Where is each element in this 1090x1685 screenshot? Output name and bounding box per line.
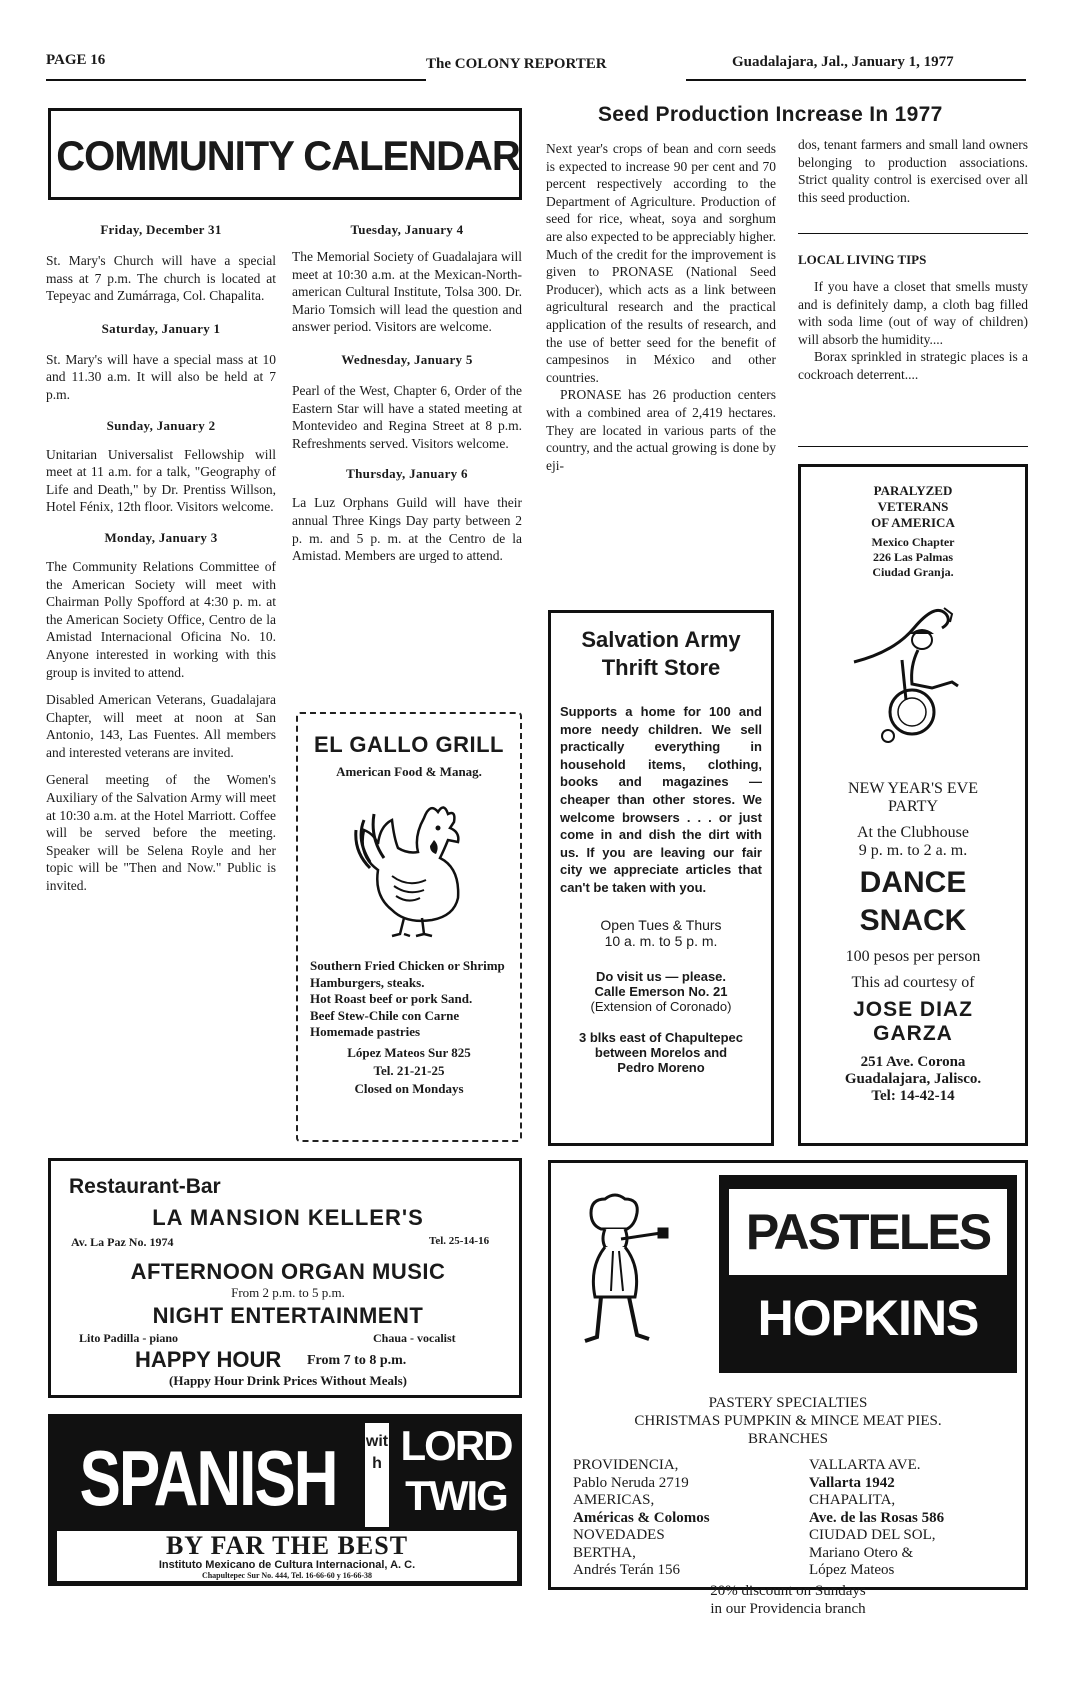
article-column-1	[546, 140, 776, 474]
menu-item: Hot Roast beef or pork Sand.	[310, 991, 473, 1006]
salvation-visit: (Extension of Coronado)	[590, 998, 732, 1014]
pva-chapter: Ciudad Granja.	[872, 565, 954, 579]
with-word: with	[365, 1433, 389, 1472]
branch-line: Andrés Terán 156	[573, 1562, 680, 1578]
branch-line: Vallarta 1942	[809, 1474, 895, 1491]
branch-line: López Mateos	[809, 1562, 895, 1578]
spanish-best: BY FAR THE BEST	[165, 1531, 409, 1560]
el-gallo-grill-ad	[296, 712, 522, 1142]
article-paragraph: dos, tenant farmers and small land owners belonging to production associations. Strict quality control is exercised over all this seed production.	[798, 137, 1028, 205]
article-column-2	[798, 136, 1028, 206]
paper-name: The COLONY REPORTER	[426, 56, 607, 72]
pasteles-word: PASTELES	[745, 1204, 991, 1260]
salvation-army-ad	[548, 610, 774, 1146]
branch-line: Américas & Colomos	[573, 1509, 710, 1526]
gallo-address: López Mateos Sur 825	[347, 1044, 471, 1060]
menu-item: Hamburgers, steaks.	[310, 974, 425, 990]
article-paragraph: Next year's crops of bean and corn seeds is expected to increase 90 per cent and 70 percent respectively according to the Department of Agriculture. Production of seed for rice, wheat, soya and sorghum are also expected to be appreciably higher. Much of the credit for the improvement is given to PRONASE (National Seed Producer), which acts as a link between agricultural research and the practical application of the results of research, and the use of better seed for the benefit of campesinos in México and other countries.	[546, 141, 776, 385]
spanish-ad	[48, 1414, 522, 1586]
calendar-date: Tuesday, January 4	[350, 222, 464, 237]
salvation-visit: Calle Emerson No. 21	[594, 983, 728, 999]
branch-line: CHAPALITA,	[809, 1492, 896, 1508]
happy-hour-note: (Happy Hour Drink Prices Without Meals)	[169, 1373, 407, 1388]
gallo-tel: Tel. 21-21-25	[373, 1062, 445, 1078]
salvation-hours: Open Tues & Thurs	[600, 916, 722, 933]
pva-chapter: Mexico Chapter	[871, 535, 955, 549]
la-mansion-ad	[48, 1158, 522, 1398]
salvation-title: Thrift Store	[601, 655, 721, 680]
page-number: PAGE 16	[46, 52, 106, 68]
pasteles-logo	[719, 1175, 1017, 1373]
lord-word: LORD	[400, 1422, 512, 1469]
branch-line: Mariano Otero &	[809, 1544, 914, 1561]
party-title: NEW YEAR'S EVE	[848, 780, 978, 797]
gallo-menu	[310, 958, 508, 1041]
wheelchair-icon	[848, 600, 978, 750]
branch-line: Pablo Neruda 2719	[573, 1474, 689, 1491]
lord-twig-box	[395, 1423, 517, 1527]
pastery-specialties: PASTERY SPECIALTIES	[708, 1395, 868, 1411]
calendar-column-left	[46, 222, 276, 895]
calendar-entry: Disabled American Veterans, Guadalajara Chapter, will meet at noon at San Antonio, 143, Las Fuentes. All members and interested veterans are invited.	[46, 692, 276, 760]
party-location: At the Clubhouse	[857, 824, 969, 841]
pva-chapter: 226 Las Palmas	[872, 550, 953, 564]
branch-line: CIUDAD DEL SOL,	[809, 1527, 936, 1543]
sponsor-address: 251 Ave. Corona	[860, 1054, 966, 1070]
night-entertainment: NIGHT ENTERTAINMENT	[152, 1303, 424, 1328]
branches-right	[809, 1457, 1019, 1580]
calendar-title-box	[48, 108, 522, 200]
salvation-directions: 3 blks east of Chapultepec	[579, 1029, 743, 1045]
calendar-date: Wednesday, January 5	[341, 351, 473, 367]
party-dance: DANCE	[859, 866, 967, 899]
salvation-body: Supports a home for 100 and more needy children. We sell practically everything in household items, clothing, books and magazines — cheaper than other stores. We welcome browsers . . . or just come in and dish the dirt with us. If you are leaving our fair city we appreciate articles that can't be taken with you.	[560, 704, 762, 895]
branch-line: Ave. de las Rosas 586	[809, 1509, 945, 1526]
pva-ad	[798, 464, 1028, 1146]
branches-left	[573, 1457, 793, 1580]
tips-title: LOCAL LIVING TIPS	[798, 252, 927, 267]
branch-line: VALLARTA AVE.	[809, 1457, 921, 1473]
baker-icon	[561, 1193, 681, 1353]
mansion-kind: Restaurant-Bar	[69, 1175, 221, 1198]
party-title: PARTY	[887, 798, 939, 815]
calendar-date: Thursday, January 6	[346, 466, 468, 482]
article-paragraph: PRONASE has 26 production centers with a combined area of 2,419 hectares. They are located in various parts of the country, and the actual growing is done by eji-	[546, 387, 776, 473]
party-courtesy: This ad courtesy of	[851, 974, 975, 991]
hopkins-word: HOPKINS	[757, 1290, 979, 1346]
article-headline: Seed Production Increase In 1977	[598, 103, 943, 126]
mansion-address: Av. La Paz No. 1974	[71, 1235, 174, 1249]
organ-music: AFTERNOON ORGAN MUSIC	[130, 1259, 446, 1284]
menu-item: Homemade pastries	[310, 1024, 421, 1039]
calendar-date: Saturday, January 1	[101, 320, 221, 336]
mansion-tel: Tel. 25-14-16	[429, 1235, 490, 1247]
calendar-entry: St. Mary's Church will have a special mass at 7 p.m. The church is located at Tepeyac and Zumárraga, Col. Chapalita.	[46, 253, 276, 304]
branch-line: NOVEDADES	[573, 1527, 665, 1543]
calendar-date: Monday, January 3	[104, 529, 218, 545]
gallo-closed: Closed on Mondays	[354, 1080, 464, 1096]
rooster-icon	[334, 790, 484, 940]
tips-rule-top	[798, 233, 1028, 234]
gallo-name: EL GALLO GRILL	[314, 732, 504, 757]
menu-item: Southern Fried Chicken or Shrimp	[310, 958, 505, 973]
pva-name: PARALYZED	[873, 483, 953, 498]
dateline: Guadalajara, Jal., January 1, 1977	[732, 54, 954, 70]
discount-text: in our Providencia branch	[710, 1601, 866, 1617]
tips-paragraph: If you have a closet that smells musty and is definitely damp, a cloth bag filled with soda lime (out of way of children) will absorb the humidity....	[798, 279, 1028, 347]
sponsor-name: JOSE DIAZ	[853, 998, 973, 1021]
institute-address: Chapultepec Sur No. 444, Tel. 16-66-60 y 16-66-38	[201, 1571, 373, 1580]
calendar-date: Sunday, January 2	[106, 417, 216, 433]
calendar-entry: La Luz Orphans Guild will have their annual Three Kings Day party between 2 p. m. and 5 p. m. at the Centro de la Amistad. Members are urged to attend.	[292, 495, 522, 564]
branch-line: AMERICAS,	[573, 1492, 655, 1508]
branches-title: BRANCHES	[747, 1431, 829, 1447]
menu-item: Beef Stew-Chile con Carne	[310, 1007, 460, 1023]
spanish-bottom	[57, 1531, 517, 1581]
pva-name: OF AMERICA	[871, 515, 955, 530]
spanish-word: SPANISH	[79, 1436, 337, 1523]
calendar-entry: Unitarian Universalist Fellowship will meet at 11 a.m. for a talk, "Geography of Life and Death," by Dr. Prentiss Willson, Hotel Fénix, 12th floor. Visitors welcome.	[46, 446, 276, 515]
party-time: 9 p. m. to 2 a. m.	[858, 842, 968, 859]
salvation-directions: between Morelos and	[594, 1044, 728, 1060]
performer-piano: Lito Padilla - piano	[79, 1331, 179, 1345]
party-snack: SNACK	[859, 904, 967, 937]
spanish-word-box	[57, 1423, 359, 1527]
calendar-entry: The Community Relations Committee of the American Society will meet with Chairman Polly Spofford at 4:30 p. m. at the American Society Office, Centro de la Amistad Internacional Oficina No. 10. Anyone interested in working with this group is invited to attend.	[46, 558, 276, 680]
calendar-column-right	[292, 222, 522, 565]
tips-body	[798, 278, 1028, 384]
calendar-entry: St. Mary's will have a special mass at 10 and 11.30 a.m. It will also be held at 7 p.m.	[46, 351, 276, 402]
christmas-pies: CHRISTMAS PUMPKIN & MINCE MEAT PIES.	[634, 1413, 942, 1429]
branch-line: BERTHA,	[573, 1544, 636, 1561]
salvation-title: Salvation Army	[581, 627, 741, 652]
tips-rule-bottom	[798, 446, 1028, 447]
twig-word: TWIG	[405, 1472, 507, 1519]
calendar-entry: General meeting of the Women's Auxiliary of the Salvation Army will meet at 10:30 a.m. at the Hotel Marriott. Coffee will be served before the meeting. Speaker will be Selena Royle and her topic will be "Then and Now." Public is invited.	[46, 772, 276, 894]
tips-paragraph: Borax sprinkled in strategic places is a cockroach deterrent....	[798, 349, 1028, 382]
branch-line: PROVIDENCIA,	[573, 1457, 679, 1473]
happy-hour: HAPPY HOUR	[135, 1347, 282, 1372]
salvation-hours: 10 a. m. to 5 p. m.	[604, 932, 718, 949]
calendar-entry: The Memorial Society of Guadalajara will meet at 10:30 a.m. at the Mexican-North-american Cultural Institute, Tolsa 300. Dr. Mario Tomsich will lead the question and answer period. Visitors are welcome.	[292, 249, 522, 335]
pasteles-hopkins-ad	[548, 1160, 1028, 1617]
calendar-title: COMMUNITY CALENDAR	[56, 133, 520, 180]
happy-hour-time: From 7 to 8 p.m.	[307, 1353, 407, 1368]
sponsor-tel: Tel: 14-42-14	[871, 1088, 955, 1104]
sponsor-name: GARZA	[873, 1022, 953, 1045]
masthead-rule-right	[686, 79, 1026, 81]
masthead	[46, 52, 1026, 82]
party-price: 100 pesos per person	[845, 948, 981, 965]
mansion-name: LA MANSION KELLER'S	[152, 1205, 424, 1230]
institute-name: Instituto Mexicano de Cultura Internacional, A. C.	[158, 1559, 416, 1571]
sponsor-address: Guadalajara, Jalisco.	[844, 1071, 982, 1087]
with-box	[365, 1423, 389, 1527]
salvation-directions: Pedro Moreno	[617, 1059, 705, 1075]
calendar-entry: Pearl of the West, Chapter 6, Order of the Eastern Star will have a stated meeting at Montevideo and Regina Street at 8 p.m. Refreshments served. Visitors welcome.	[292, 382, 522, 451]
salvation-visit: Do visit us — please.	[595, 968, 727, 984]
discount-text: 20% discount on Sundays	[710, 1583, 866, 1599]
performer-vocal: Chaua - vocalist	[373, 1331, 456, 1345]
masthead-rule-left	[46, 79, 426, 81]
pva-name: VETERANS	[877, 499, 949, 514]
organ-time: From 2 p.m. to 5 p.m.	[231, 1285, 345, 1300]
gallo-tagline: American Food & Manag.	[336, 764, 482, 779]
pasteles-word-box	[729, 1189, 1007, 1275]
calendar-date: Friday, December 31	[100, 222, 222, 237]
